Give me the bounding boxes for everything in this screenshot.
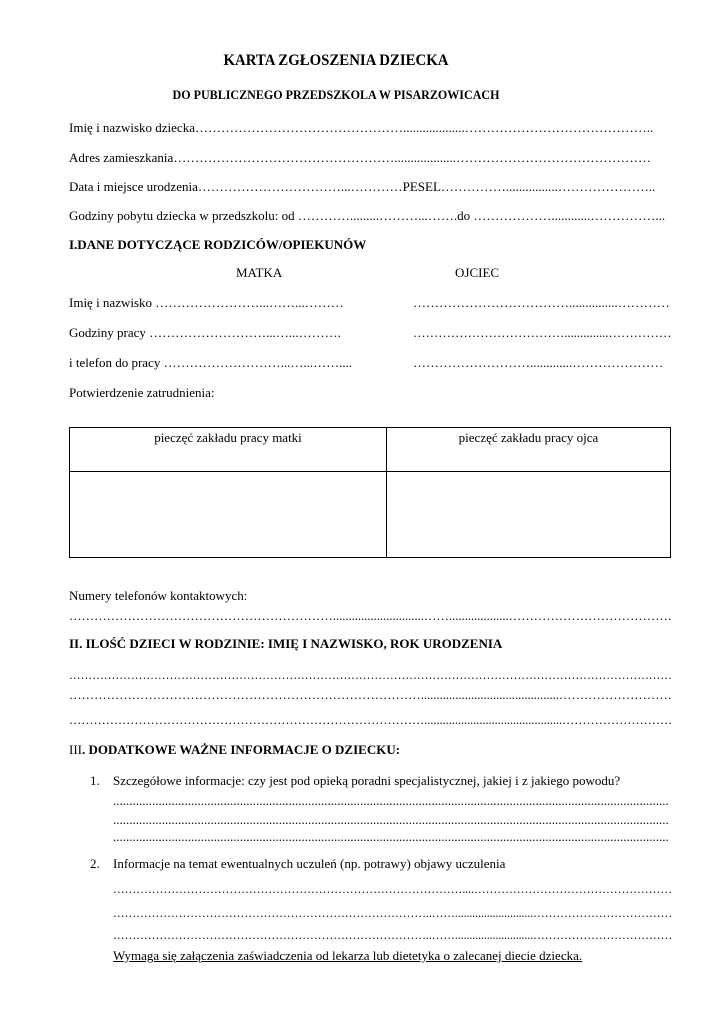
form-title: KARTA ZGŁOSZENIA DZIECKA — [223, 52, 449, 69]
father-phone-field[interactable]: ……………………….............………………… — [413, 355, 664, 370]
father-hours-field[interactable]: ………………………………..............…………… — [413, 325, 672, 340]
section3-heading-text: . DODATKOWE WAŻNE INFORMACJE O DZIECKU: — [82, 742, 401, 757]
father-stamp-header: pieczęć zakładu pracy ojca — [458, 430, 599, 445]
child-name-field[interactable]: Imię i nazwisko dziecka…………………………………………...................…………………………………….. — [69, 120, 654, 135]
father-name-field[interactable]: ………………………………...............………… — [413, 295, 670, 310]
diet-certificate-note: Wymaga się załączenia zaświadczenia od lekarza lub dietetyka o zalecanej diecie dziecka. — [113, 948, 583, 963]
mother-stamp-area[interactable] — [70, 472, 386, 557]
employer-stamp-table — [69, 427, 671, 558]
item2-line-1[interactable]: ………………………………………………………………………………....…………………………………………… — [113, 881, 672, 896]
item2-question: Informacje na temat ewentualnych uczuleń (np. potrawy) objawy uczulenia — [113, 856, 506, 871]
mother-phone-field[interactable]: i telefon do pracy ………………………...…...…….... — [69, 355, 353, 370]
item2-line-3[interactable]: ………………………………………………………………………..……...........................……………………………… — [113, 927, 673, 942]
mother-hours-field[interactable]: Godziny pracy ………………………...…...………. — [69, 325, 341, 340]
item1-number: 1. — [90, 773, 100, 788]
children-line-3[interactable]: …………………………………………………………………………….............................................……………………… — [69, 712, 673, 727]
mother-name-field[interactable]: Imię i nazwisko ……………………...……...……… — [69, 295, 344, 310]
section3-heading — [69, 742, 400, 758]
employment-label: Potwierdzenie zatrudnienia: — [69, 385, 215, 400]
mother-stamp-header: pieczęć zakładu pracy matki — [154, 430, 302, 445]
child-birth-pesel-field[interactable]: Data i miejsce urodzenia……………………………...…………PESEL……………................………………….. — [69, 179, 656, 194]
child-address-field[interactable]: Adres zamieszkania……………………………………………...................……………………………………… — [69, 150, 652, 165]
contact-phones-label: Numery telefonów kontaktowych: — [69, 588, 248, 603]
item1-line-2[interactable]: ........................................................................................................................................................................... — [113, 812, 669, 827]
item1-line-3[interactable]: ........................................................................................................................................................................... — [113, 829, 669, 844]
form-subtitle: DO PUBLICZNEGO PRZEDSZKOLA W PISARZOWICACH — [172, 87, 500, 102]
item1-question: Szczegółowe informacje: czy jest pod opieką poradni specjalistycznej, jakiej i z jakiego powodu? — [113, 773, 621, 788]
father-column-header: OJCIEC — [455, 265, 500, 280]
contact-phones-field[interactable]: ……………………………………………………….............................……...................………………………………… — [69, 608, 672, 623]
child-hours-field[interactable]: Godziny pobytu dziecka w przedszkolu: od ………….........………...…….do ………………............……………... — [69, 208, 666, 223]
children-line-2[interactable]: …………………………………………………………………………............................................……………………… — [69, 687, 672, 702]
item2-number: 2. — [90, 856, 100, 871]
item2-line-2[interactable]: ………………………………………………………………………..……...........................……………………………… — [113, 905, 673, 920]
section3-heading-prefix: III — [69, 742, 82, 757]
mother-column-header: MATKA — [236, 265, 283, 280]
section1-heading: I.DANE DOTYCZĄCE RODZICÓW/OPIEKUNÓW — [69, 237, 367, 252]
item1-line-1[interactable]: ........................................................................................................................................................................... — [113, 793, 669, 808]
children-line-1[interactable]: ………………………………………………………………………………………………………………………………………… — [69, 667, 672, 682]
father-stamp-area[interactable] — [387, 472, 670, 557]
section2-heading: II. ILOŚĆ DZIECI W RODZINIE: IMIĘ I NAZWISKO, ROK URODZENIA — [69, 636, 503, 651]
